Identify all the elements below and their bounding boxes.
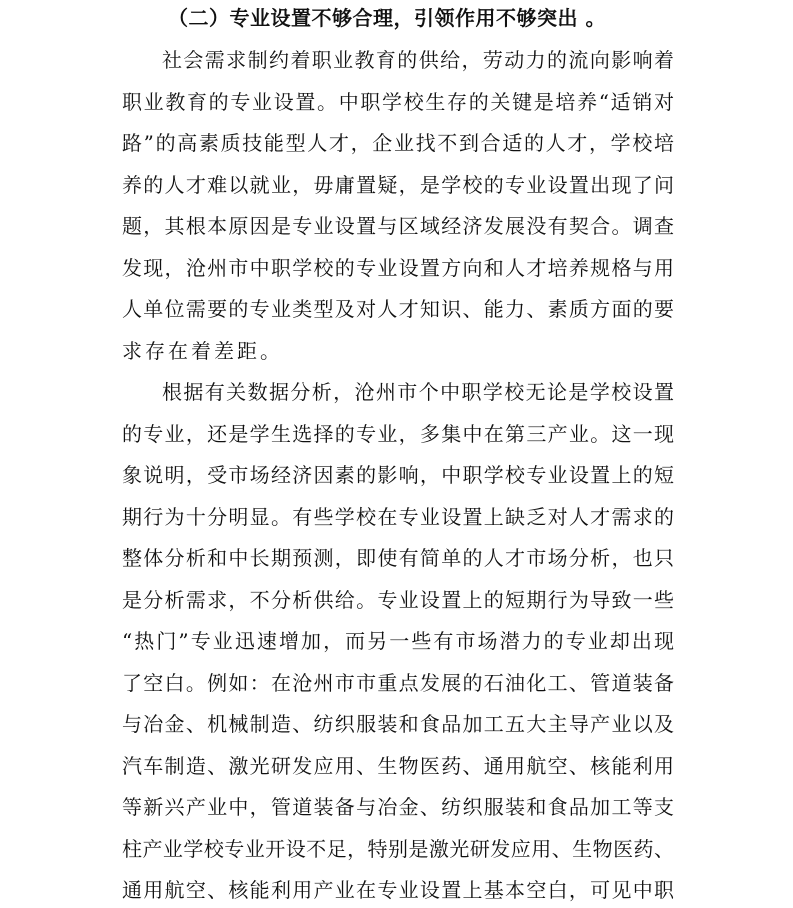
paragraph-2-line-5: 整体分析和中长期预测，即使有简单的人才市场分析，也只 — [122, 546, 674, 570]
paragraph-2-line-13: 通用航空、核能利用产业在专业设置上基本空白，可见中职 — [122, 878, 674, 902]
paragraph-2-line-11: 等新兴产业中，管道装备与冶金、纺织服装和食品加工等支 — [122, 795, 674, 819]
paragraph-1-line-2: 职业教育的专业设置。中职学校生存的关键是培养“适销对 — [122, 90, 674, 114]
paragraph-2-line-6: 是分析需求，不分析供给。专业设置上的短期行为导致一些 — [122, 588, 674, 612]
section-heading: （二）专业设置不够合理，引领作用不够突出 。 — [168, 6, 606, 30]
paragraph-2-line-9: 与冶金、机械制造、纺织服装和食品加工五大主导产业以及 — [122, 712, 674, 736]
paragraph-2-line-10: 汽车制造、激光研发应用、生物医药、通用航空、核能利用 — [122, 754, 674, 778]
paragraph-1-line-8: 求存在着差距。 — [122, 339, 283, 363]
paragraph-1-line-3: 路”的高素质技能型人才，企业找不到合适的人才，学校培 — [122, 131, 674, 155]
paragraph-2-line-7: “热门”专业迅速增加，而另一些有市场潜力的专业却出现 — [122, 629, 674, 653]
paragraph-2-line-4: 期行为十分明显。有些学校在专业设置上缺乏对人才需求的 — [122, 505, 674, 529]
paragraph-2-line-2: 的专业，还是学生选择的专业，多集中在第三产业。这一现 — [122, 422, 674, 446]
paragraph-2-line-12: 柱产业学校专业开设不足，特别是激光研发应用、生物医药、 — [122, 837, 674, 861]
paragraph-1-line-6: 发现，沧州市中职学校的专业设置方向和人才培养规格与用 — [122, 256, 674, 280]
paragraph-2-line-8: 了空白。例如：在沧州市市重点发展的石油化工、管道装备 — [122, 671, 674, 695]
paragraph-1-line-5: 题，其根本原因是专业设置与区域经济发展没有契合。调查 — [122, 214, 674, 238]
paragraph-1-line-1: 社会需求制约着职业教育的供给，劳动力的流向影响着 — [162, 48, 674, 72]
paragraph-1-line-4: 养的人才难以就业，毋庸置疑，是学校的专业设置出现了问 — [122, 173, 674, 197]
paragraph-2-line-1: 根据有关数据分析，沧州市个中职学校无论是学校设置 — [162, 380, 674, 404]
paragraph-1-line-7: 人单位需要的专业类型及对人才知识、能力、素质方面的要 — [122, 297, 674, 321]
paragraph-2-line-3: 象说明，受市场经济因素的影响，中职学校专业设置上的短 — [122, 463, 674, 487]
